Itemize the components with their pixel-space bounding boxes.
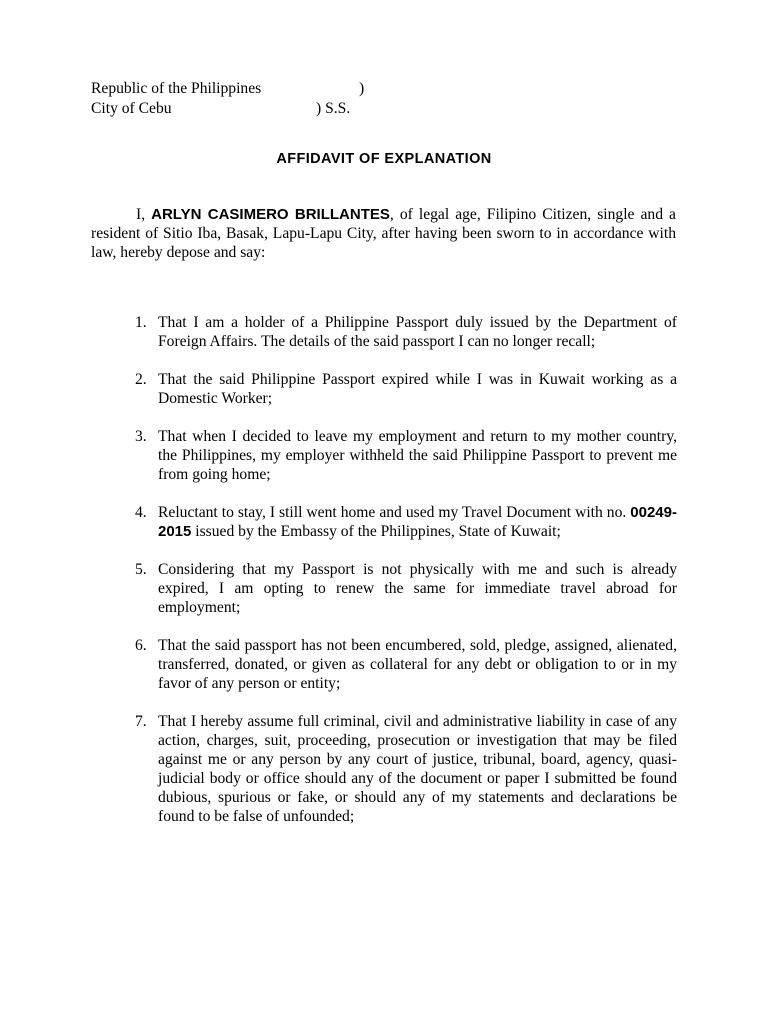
venue-line-republic bbox=[91, 79, 411, 99]
statement-text: That the said passport has not been encumbered, sold, pledge, assigned, alienated, transferred, donated, or given as collateral for any debt or obligation to or in my favor of any person or entity; bbox=[158, 637, 677, 692]
intro-prefix: I, bbox=[136, 206, 152, 223]
statements-list bbox=[135, 313, 677, 845]
statement-number: 1. bbox=[135, 314, 147, 331]
statement-number: 5. bbox=[135, 561, 147, 578]
intro-suffix: , of legal age, Filipino Citizen, single and a resident of Sitio Iba, Basak, Lapu-Lapu City, after having been sworn to in accordance with law, hereby depose and say: bbox=[91, 206, 676, 261]
statement-text: That when I decided to leave my employment and return to my mother country, the Philippines, my employer withheld the said Philippine Passport to prevent me from going home; bbox=[158, 428, 677, 483]
statement-text: That I am a holder of a Philippine Passport duly issued by the Department of Foreign Affairs. The details of the said passport I can no longer recall; bbox=[158, 314, 677, 350]
venue-republic-paren: ) bbox=[359, 80, 365, 97]
statement-item-2 bbox=[135, 370, 677, 408]
statement-number: 2. bbox=[135, 371, 147, 388]
statement-text-before: Reluctant to stay, I still went home and used my Travel Document with no. bbox=[158, 504, 631, 521]
statement-number: 4. bbox=[135, 504, 147, 521]
statement-text: That I hereby assume full criminal, civil and administrative liability in case of any action, charges, suit, proceeding, prosecution or investigation that may be filed against me or any person by any court of justice, tribunal, board, agency, quasi-judicial body or office should any of the document or paper I submitted be found dubious, spurious or fake, or should any of my statements and declarations be found to be false of unfounded; bbox=[158, 713, 677, 825]
statement-item-1 bbox=[135, 313, 677, 351]
statement-number: 3. bbox=[135, 428, 147, 445]
venue-city-paren-ss: ) S.S. bbox=[316, 100, 351, 117]
statement-text: That the said Philippine Passport expired while I was in Kuwait working as a Domestic Worker; bbox=[158, 371, 677, 407]
venue-line-city bbox=[91, 99, 411, 119]
statement-item-3 bbox=[135, 427, 677, 484]
venue-republic-text: Republic of the Philippines bbox=[91, 80, 262, 97]
affiant-name: ARLYN CASIMERO BRILLANTES bbox=[151, 206, 390, 223]
travel-document-number: 00249-2015 bbox=[158, 504, 677, 540]
venue-city-text: City of Cebu bbox=[91, 100, 172, 117]
statement-number: 7. bbox=[135, 713, 147, 730]
intro-paragraph bbox=[91, 205, 676, 262]
statement-item-7 bbox=[135, 712, 677, 826]
document-title: AFFIDAVIT OF EXPLANATION bbox=[276, 151, 492, 167]
statement-item-5 bbox=[135, 560, 677, 617]
statement-text-after: issued by the Embassy of the Philippines, State of Kuwait; bbox=[191, 523, 561, 540]
statement-item-6 bbox=[135, 636, 677, 693]
statement-number: 6. bbox=[135, 637, 147, 654]
statement-item-4 bbox=[135, 503, 677, 541]
venue-block bbox=[91, 79, 411, 119]
statement-text bbox=[158, 503, 677, 541]
statement-text: Considering that my Passport is not physically with me and such is already expired, I am opting to renew the same for immediate travel abroad for employment; bbox=[158, 561, 677, 616]
